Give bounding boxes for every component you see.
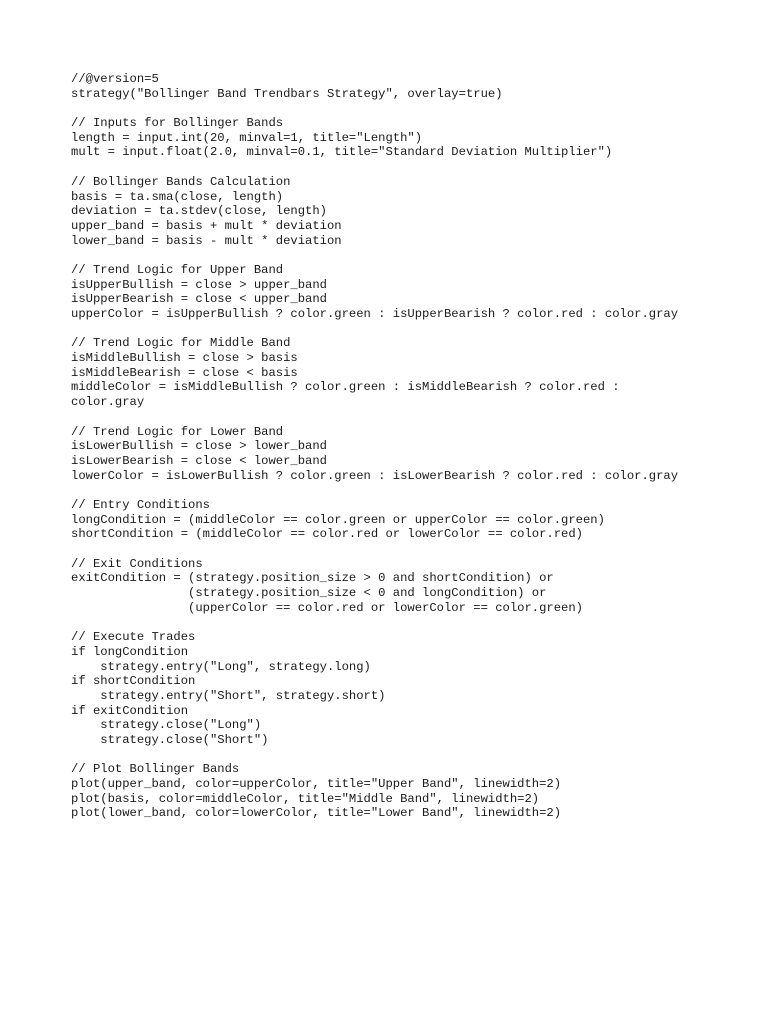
code-line: (upperColor == color.red or lowerColor == color.green): [71, 600, 583, 615]
code-line: isUpperBullish = close > upper_band: [71, 277, 327, 292]
code-line: plot(basis, color=middleColor, title="Middle Band", linewidth=2): [71, 791, 540, 806]
code-line: // Bollinger Bands Calculation: [71, 174, 291, 189]
code-line: isMiddleBullish = close > basis: [71, 351, 298, 366]
inputs-block: [71, 116, 751, 160]
middle-trend-block: [71, 336, 751, 409]
code-line: plot(upper_band, color=upperColor, title="Upper Band", linewidth=2): [71, 777, 562, 791]
execute-block: [71, 630, 751, 748]
upper-trend-block: [71, 263, 751, 322]
code-line: if longCondition: [71, 644, 189, 659]
code-line: // Inputs for Bollinger Bands: [71, 116, 284, 131]
plot-block: [71, 762, 751, 821]
lower-trend-block: [71, 425, 751, 484]
code-line: isMiddleBearish = close < basis: [71, 365, 298, 380]
code-line: // Exit Conditions: [71, 556, 203, 571]
code-line: strategy("Bollinger Band Trendbars Strategy", overlay=true): [71, 86, 503, 101]
code-line: isLowerBearish = close < lower_band: [71, 453, 327, 468]
code-line: plot(lower_band, color=lowerColor, title="Lower Band", linewidth=2): [71, 806, 562, 821]
code-line: strategy.close("Long"): [71, 718, 262, 733]
code-line: // Trend Logic for Upper Band: [71, 262, 284, 277]
code-line: if exitCondition: [71, 703, 189, 718]
exit-block: [71, 557, 751, 616]
entry-block: [71, 498, 751, 542]
code-line: shortCondition = (middleColor == color.red or lowerColor == color.red): [71, 527, 583, 542]
code-line: exitCondition = (strategy.position_size > 0 and shortCondition) or: [71, 571, 554, 586]
code-line: basis = ta.sma(close, length): [71, 189, 284, 204]
code-line: middleColor = isMiddleBullish ? color.green : isMiddleBearish ? color.red :: [71, 380, 620, 395]
code-line: length = input.int(20, minval=1, title="Length"): [71, 130, 423, 145]
code-line: // Plot Bollinger Bands: [71, 762, 240, 777]
code-line: strategy.entry("Short", strategy.short): [71, 688, 386, 703]
code-line: upperColor = isUpperBullish ? color.green : isUpperBearish ? color.red : color.gray: [71, 307, 679, 321]
code-line: upper_band = basis + mult * deviation: [71, 218, 342, 233]
calculation-block: [71, 175, 751, 248]
code-line: //@version=5: [71, 72, 159, 86]
code-line: // Trend Logic for Middle Band: [71, 336, 291, 351]
header-block: [71, 72, 751, 101]
code-listing: [71, 72, 751, 836]
code-line: color.gray: [71, 395, 145, 410]
code-line: isUpperBearish = close < upper_band: [71, 292, 327, 307]
code-line: longCondition = (middleColor == color.green or upperColor == color.green): [71, 512, 605, 527]
code-line: strategy.close("Short"): [71, 732, 269, 747]
code-line: strategy.entry("Long", strategy.long): [71, 659, 371, 674]
code-line: // Trend Logic for Lower Band: [71, 424, 284, 439]
code-line: deviation = ta.stdev(close, length): [71, 204, 327, 219]
code-line: lowerColor = isLowerBullish ? color.green : isLowerBearish ? color.red : color.gray: [71, 468, 679, 483]
code-line: isLowerBullish = close > lower_band: [71, 439, 327, 454]
code-line: if shortCondition: [71, 674, 196, 689]
code-line: // Entry Conditions: [71, 497, 210, 512]
code-line: mult = input.float(2.0, minval=0.1, title="Standard Deviation Multiplier"): [71, 145, 613, 160]
code-line: lower_band = basis - mult * deviation: [71, 233, 342, 248]
code-line: // Execute Trades: [71, 630, 196, 645]
code-line: (strategy.position_size < 0 and longCondition) or: [71, 586, 547, 601]
